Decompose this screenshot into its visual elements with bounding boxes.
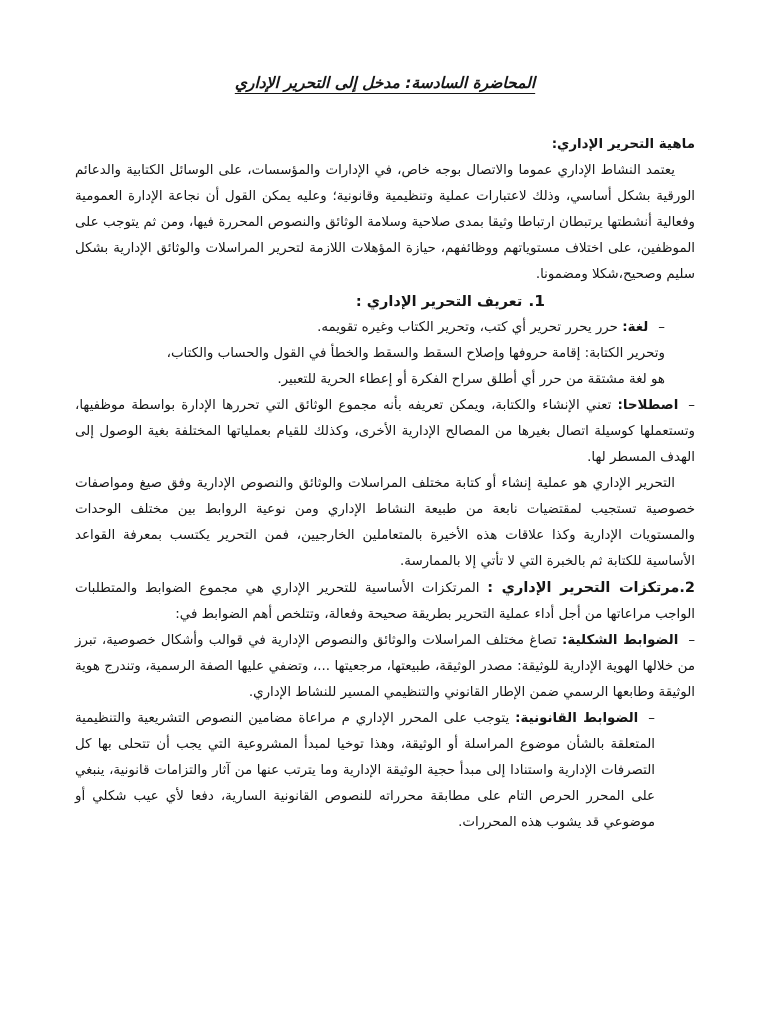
technical-label: اصطلاحا:: [617, 398, 679, 413]
formal-controls: [75, 628, 695, 706]
item-1-number: 1.: [528, 292, 545, 310]
bullet-marker: –: [688, 398, 695, 413]
item-2-paragraph: [75, 575, 695, 628]
page-title: [75, 70, 695, 96]
page-title-text: المحاضرة السادسة: مدخل إلى التحرير الإداري: [234, 74, 536, 92]
formal-controls-text: تصاغ مختلف المراسلات والوثائق والنصوص الإدارية في قوالب وأشكال خصوصية، تبرز من خلالها الهوية الإدارية للوثيقة: مصدر الوثيقة، طبيعتها، مرجعيتها ...، وتضفي عليها الصفة الرسمية، وتندرج هوية الوثيقة وطابعها الرسمي ضمن الإطار القانوني والتنظيمي المسير للنشاط الإداري.: [75, 633, 695, 700]
item-1-heading: [75, 288, 695, 315]
technical-text: تعني الإنشاء والكتابة، ويمكن تعريفه بأنه مجموع الوثائق التي تحررها الإدارة بواسطة موظفيها، وتستعملها كوسيلة اتصال بغيرها من المصالح الإدارية الأخرى، وكذلك للقيام بعملياتها المختلفة بغية الوصول إلى الهدف المسطر لها.: [75, 398, 695, 465]
linguistic-label: لغة:: [622, 320, 649, 335]
legal-controls: [75, 706, 695, 836]
definition-linguistic-line-3: هو لغة مشتقة من حرر أي أطلق سراح الفكرة أو إعطاء الحرية للتعبير.: [277, 372, 665, 387]
section-heading: ماهية التحرير الإداري:: [551, 137, 695, 152]
definition-linguistic-line-2: وتحرير الكتابة: إقامة حروفها وإصلاح السقط والسقط والخطأ في القول والحساب والكتاب،: [166, 346, 665, 361]
linguistic-text: حرر يحرر تحرير أي كتب، وتحرير الكتاب وغيره تقويمه.: [317, 320, 618, 335]
definition-paragraph: التحرير الإداري هو عملية إنشاء أو كتابة مختلف المراسلات والوثائق والنصوص الإدارية وفق صيغ ومواصفات خصوصية تستجيب لمقتضيات نابعة من طبيعة النشاط الإداري ومن نوعية الروابط بين مختلف الوحدات والمستويات الإدارية وكذا علاقات هذه الأخيرة بالمتعاملين الخارجيين، فمن التحرير يكتسب بمعرفة القواعد الأساسية للكتابة ثم بالخبرة التي لا تأتي إلا بالممارسة.: [75, 476, 695, 569]
bullet-marker: –: [688, 633, 696, 648]
intro-paragraph: يعتمد النشاط الإداري عموما والاتصال بوجه خاص، في الإدارات والمؤسسات، على الوسائل الكتابية والدعائم الورقية بشكل أساسي، وذلك لاعتبارات عملية وتنظيمية وقانونية؛ وعليه يمكن القول أن نجاعة الإدارة العمومية وفعالية أنشطتها يرتبطان ارتباطا وثيقا بمدى صلاحية وسلامة الوثائق والنصوص المحررة فيها، ومن ثم يتوجب على الموظفين، على اختلاف مستوياتهم ووظائفهم، حيازة المؤهلات اللازمة لتحرير المراسلات والوثائق الإدارية بشكل سليم وصحيح،شكلا ومضمونا.: [75, 163, 695, 282]
legal-controls-label: الضوابط القانونية:: [515, 711, 639, 726]
bullet-marker: –: [648, 711, 655, 726]
legal-controls-text: يتوجب على المحرر الإداري م مراعاة مضامين النصوص التشريعية والتنظيمية المتعلقة بالشأن موضوع المراسلة أو الوثيقة، وهذا توخيا لمبدأ المشروعية التي يجب أن تتحلى بها كل التصرفات الإدارية واستنادا إلى مبدأ حجية الوثيقة الإدارية وما يترتب عنها من آثار والتزامات قانونية، ينبغي على المحرر الحرص التام على مطابقة محرراته للنصوص القانونية السارية، دفعا لأي عيب شكلي أو موضوعي قد يشوب هذه المحررات.: [75, 711, 655, 830]
item-2-heading: [487, 580, 695, 596]
formal-controls-label: الضوابط الشكلية:: [562, 633, 679, 648]
item-2-text: المرتكزات الأساسية للتحرير الإداري هي مجموع الضوابط والمتطلبات الواجب مراعاتها من أجل أداء عملية التحرير بطريقة صحيحة وفعالة، وتتلخص أهم الضوابط في:: [75, 581, 695, 622]
definition-technical: [75, 393, 695, 471]
item-1-title: تعريف التحرير الإداري :: [355, 294, 523, 310]
item-2-number: 2.: [679, 580, 695, 596]
bullet-marker: –: [658, 320, 665, 335]
item-2-title: مرتكزات التحرير الإداري :: [487, 580, 680, 596]
definition-linguistic: [75, 315, 695, 341]
